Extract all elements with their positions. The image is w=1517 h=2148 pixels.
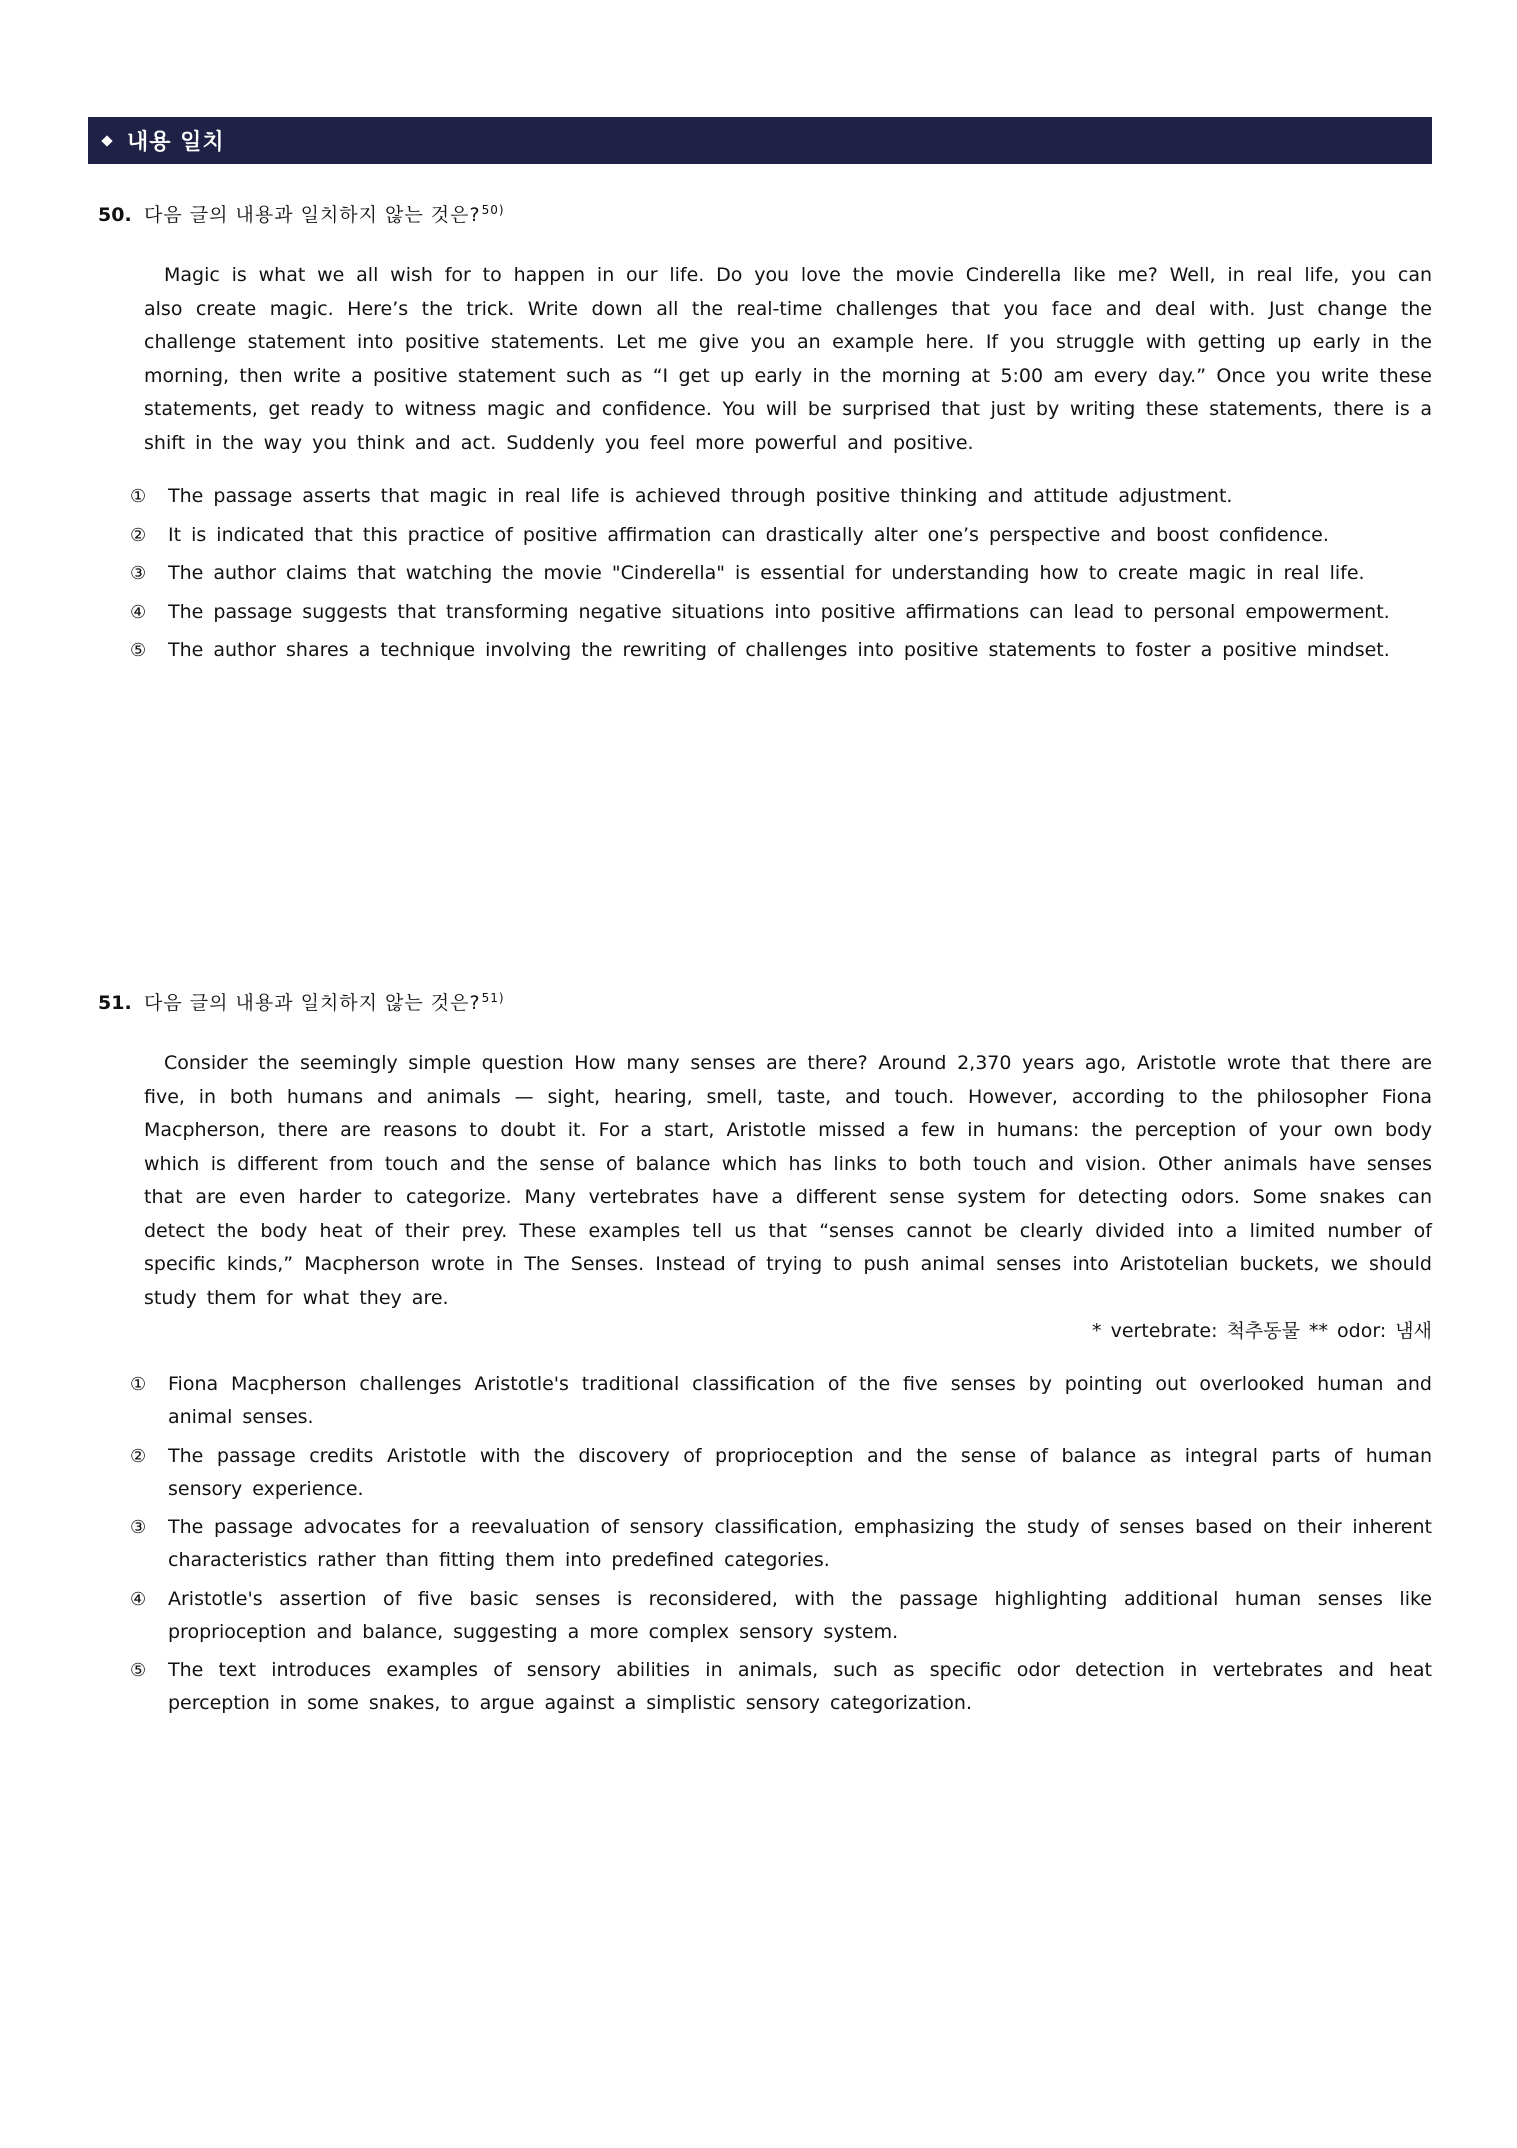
section-header — [88, 117, 1432, 164]
choice-number: ④ — [130, 601, 147, 623]
choice-number: ⑤ — [130, 640, 147, 661]
choice-text: It is indicated that this practice of positive affirmation can drastically alter one’s perspective and boost confidence. — [168, 523, 1329, 546]
choice-item[interactable] — [130, 1368, 1434, 1434]
choice-number: ① — [130, 1374, 147, 1395]
choice-text: The text introduces examples of sensory abilities in animals, such as specific odor detection in vertebrates and heat perception in some snakes, to argue against a simplistic sensory categorization. — [168, 1659, 1432, 1714]
choice-item[interactable] — [130, 1511, 1434, 1577]
choice-text: The passage advocates for a reevaluation of sensory classification, emphasizing the study of senses based on their inherent characteristics rather than fitting them into predefined categories. — [168, 1516, 1432, 1571]
choice-text: The author claims that watching the movie "Cinderella" is essential for understanding how to create magic in real life. — [168, 562, 1365, 584]
choice-text: The author shares a technique involving the rewriting of challenges into positive statements to foster a positive mindset. — [168, 639, 1390, 661]
question-number: 51. — [98, 992, 132, 1014]
choice-item[interactable] — [130, 1654, 1434, 1720]
choice-number: ② — [130, 524, 147, 546]
question-header — [98, 200, 1434, 227]
section-title: 내용 일치 — [127, 130, 225, 155]
choice-number: ③ — [130, 1517, 147, 1538]
choice-item[interactable] — [130, 634, 1434, 667]
question-header — [98, 988, 1434, 1015]
passage: Consider the seemingly simple question How many senses are there? Around 2,370 years ago, Aristotle wrote that there are five, in both humans and animals — sight, hearing, smell, taste, and touch. However, according to the philosopher Fiona Macpherson, there are reasons to doubt it. For a start, Aristotle missed a few in humans: the perception of your own body which is different from touch and the sense of balance which has links to both touch and vision. Other animals have senses that are even harder to categorize. Many vertebrates have a different sense system for detecting odors. Some snakes can detect the body heat of their prey. These examples tell us that “senses cannot be clearly divided into a limited number of specific kinds,” Macpherson wrote in The Senses. Instead of trying to push animal senses into Aristotelian buckets, we should study them for what they are. — [144, 1052, 1432, 1309]
footnote-ref: 51) — [481, 990, 505, 1005]
choice-item[interactable] — [130, 480, 1434, 513]
choice-number: ⑤ — [130, 1660, 147, 1681]
choice-item[interactable] — [130, 557, 1434, 590]
choice-number: ① — [130, 486, 147, 507]
choice-number: ② — [130, 1445, 147, 1467]
choice-text: The passage credits Aristotle with the discovery of proprioception and the sense of balance as integral parts of human sensory experience. — [168, 1444, 1432, 1500]
question-stem: 다음 글의 내용과 일치하지 않는 것은?$^{51)}$ — [144, 990, 505, 1014]
choice-item[interactable] — [130, 1583, 1434, 1649]
passage: Magic is what we all wish for to happen in our life. Do you love the movie Cinderella like me? Well, in real life, you can also create magic. Here’s the trick. Write down all the real-time challenges that you face and deal with. Just change the challenge statement into positive statements. Let me give you an example here. If you struggle with getting up early in the morning, then write a positive statement such as “I get up early in the morning at 5:00 am every day.” Once you write these statements, get ready to witness magic and confidence. You will be surprised that just by writing these statements, there is a shift in the way you think and act. Suddenly you feel more powerful and positive. — [144, 264, 1432, 454]
choice-item[interactable] — [130, 596, 1434, 629]
footnote-ref: 50) — [481, 202, 505, 217]
question-50 — [98, 200, 1434, 673]
choice-text: The passage asserts that magic in real life is achieved through positive thinking and attitude adjustment. — [168, 485, 1233, 507]
choice-item[interactable] — [130, 519, 1434, 552]
choice-list — [130, 480, 1434, 667]
diamond-bullet-icon — [101, 135, 112, 146]
choice-number: ④ — [130, 1588, 147, 1610]
choice-text: Aristotle's assertion of five basic senses is reconsidered, with the passage highlighting additional human senses like proprioception and balance, suggesting a more complex sensory system. — [168, 1587, 1432, 1643]
question-stem: 다음 글의 내용과 일치하지 않는 것은?$^{50)}$ — [144, 202, 505, 226]
choice-text: Fiona Macpherson challenges Aristotle's traditional classification of the five senses by pointing out overlooked human and animal senses. — [168, 1373, 1432, 1428]
question-51 — [98, 988, 1434, 1726]
vocabulary-note: * vertebrate: 척추동물 ** odor: 냄새 — [1092, 1320, 1432, 1342]
choice-number: ③ — [130, 563, 147, 584]
choice-text: The passage suggests that transforming negative situations into positive affirmations can lead to personal empowerment. — [168, 600, 1390, 623]
choice-list — [130, 1368, 1434, 1720]
question-number: 50. — [98, 204, 132, 226]
choice-item[interactable] — [130, 1440, 1434, 1506]
